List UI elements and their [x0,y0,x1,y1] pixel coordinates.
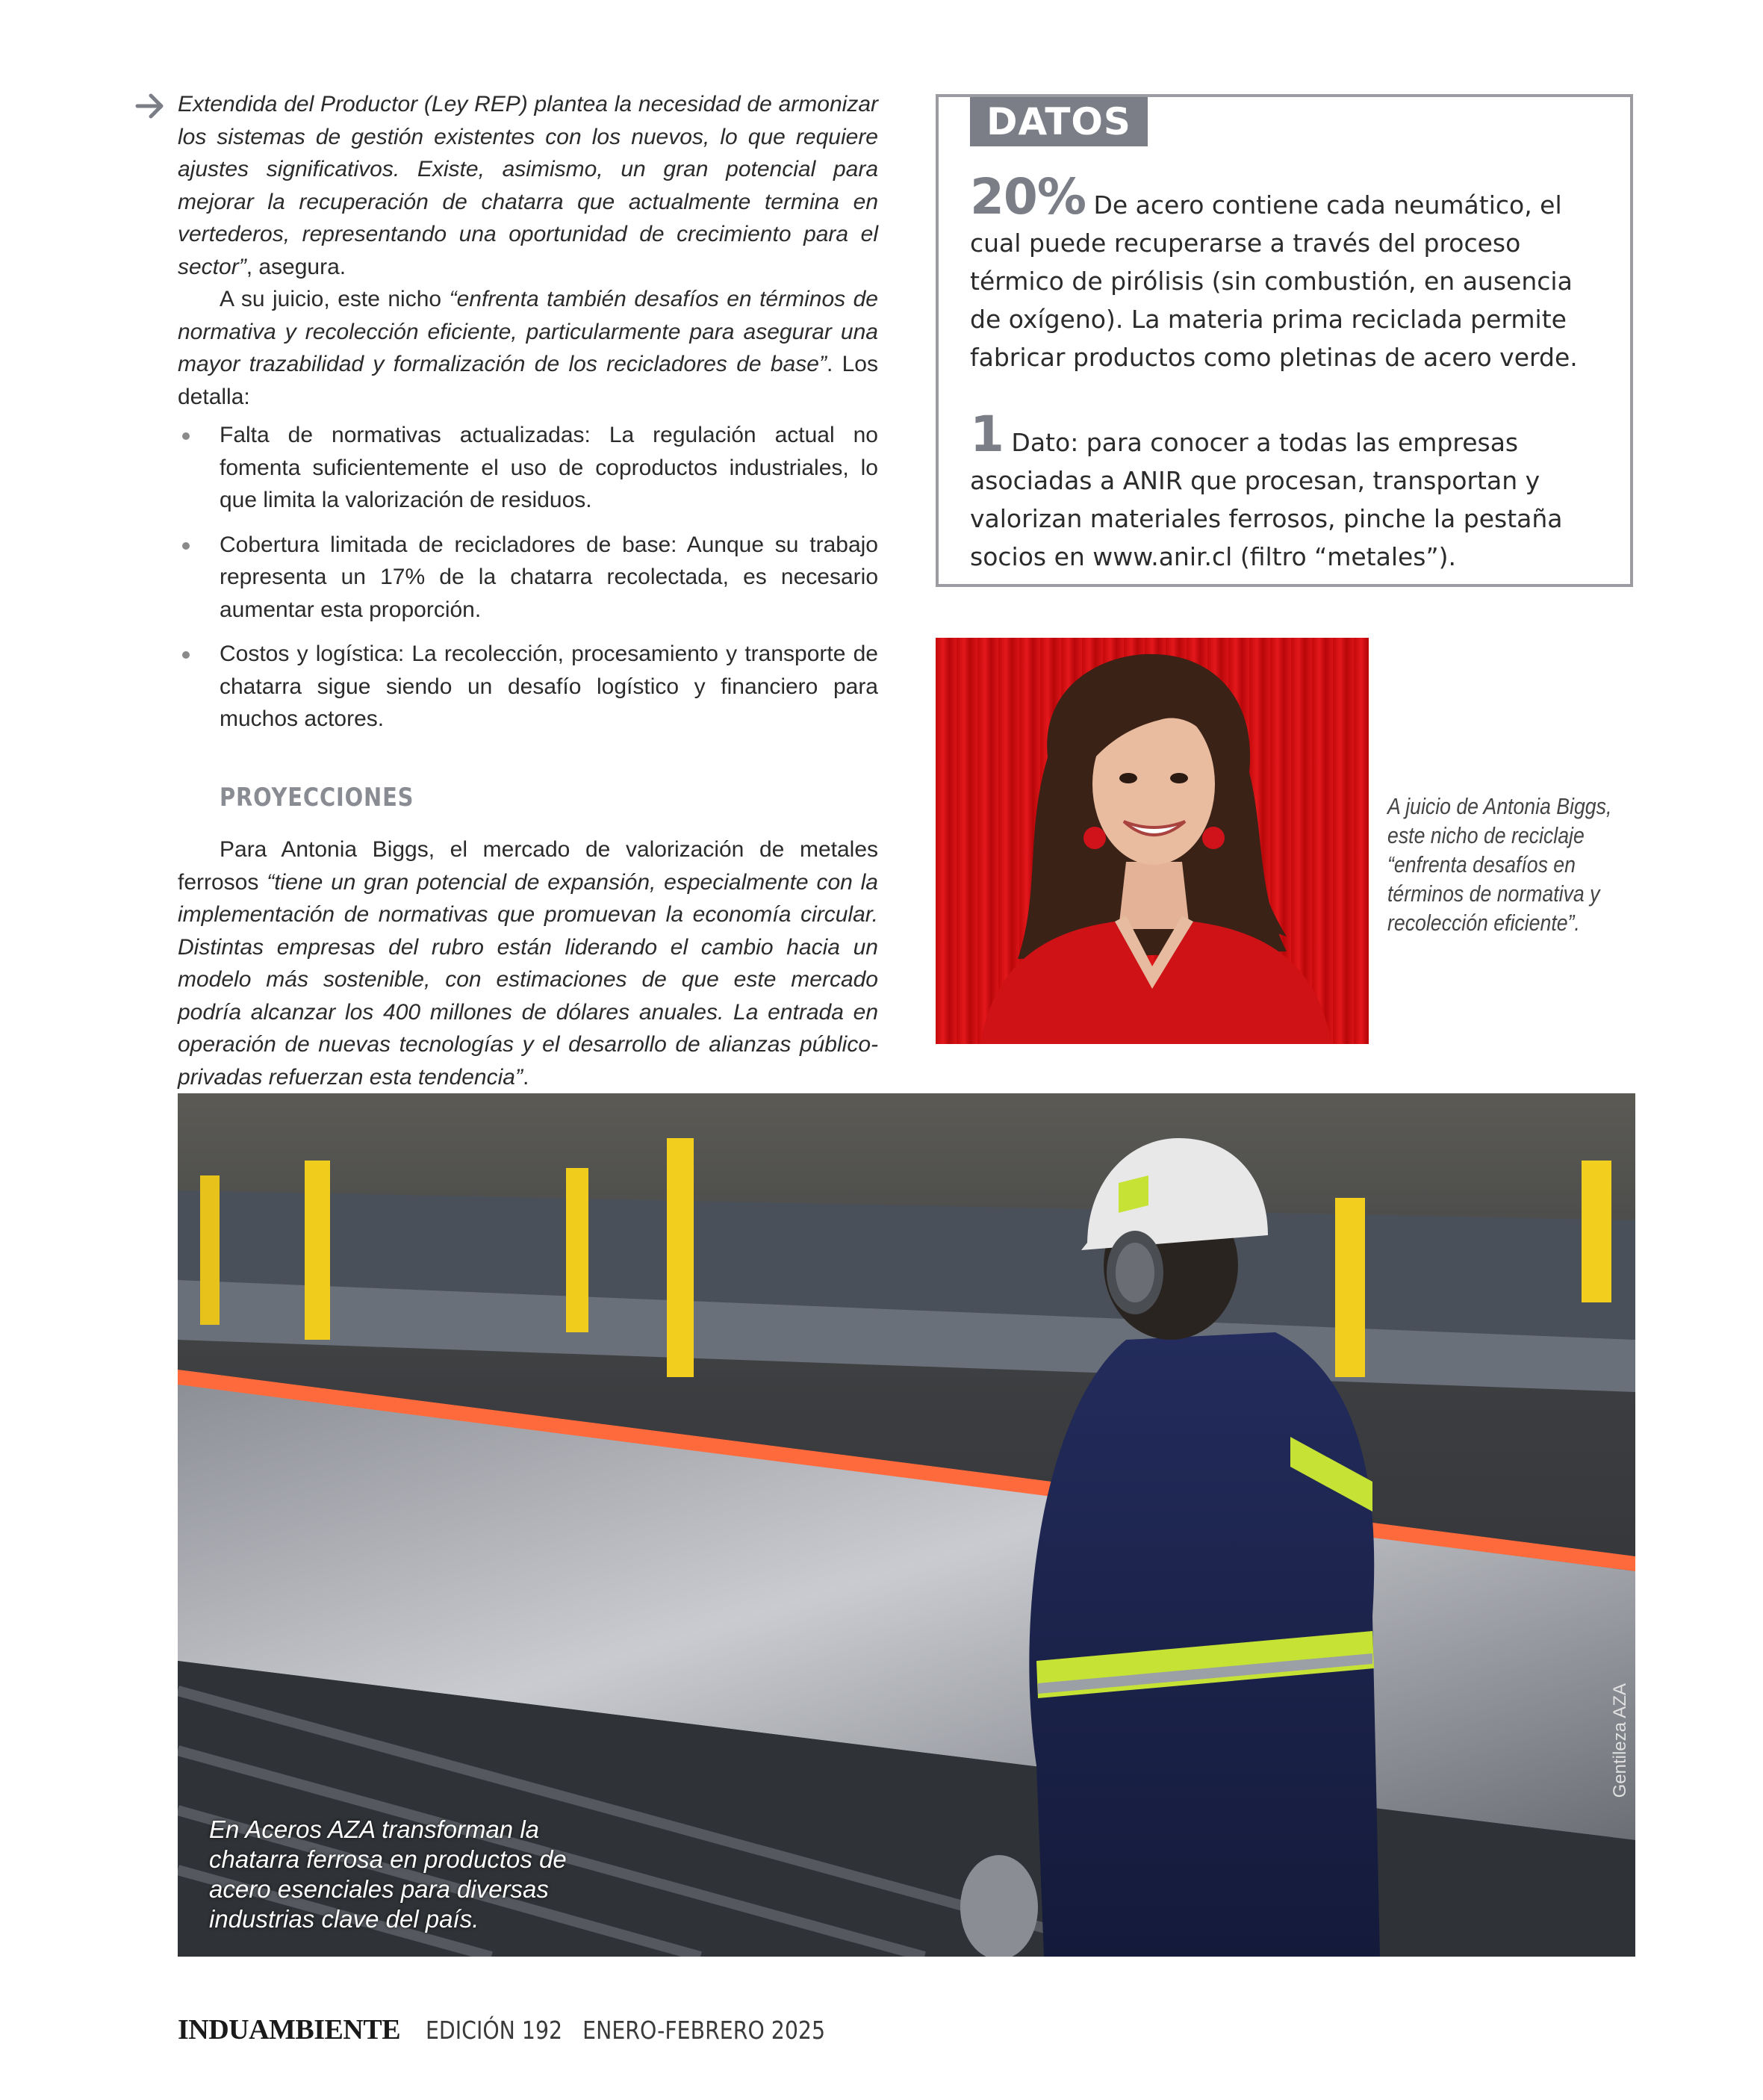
list-item-text: Costos y logística: La recolección, procesamiento y transporte de chatarra sigue siendo un desafío logístico y financiero para muchos actores. [220,642,878,731]
datos-item-1-number: 20% [970,168,1086,226]
article-paragraph-3 [178,833,878,1093]
portrait-caption: A juicio de Antonia Biggs, este nicho de reciclaje “enfrenta desafíos en términos de normativa y recolección eficiente”. [1387,793,1612,936]
intro-quote: Extendida del Productor (Ley REP) plantea la necesidad de armonizar los sistemas de gestión existentes con los nuevos, lo que requiere ajustes significativos. Existe, asimismo, un gran potencial para mejorar la recuperación de chatarra que actualmente termina en vertederos, representando una oportunidad de crecimiento para el sector” [178,92,878,279]
list-item-text: Cobertura limitada de recicladores de base: Aunque su trabajo representa un 17% de la chatarra recolectada, es necesario aumentar esta proporción. [220,532,878,622]
para3-quote: “tiene un gran potencial de expansión, especialmente con la implementación de normativas que promuevan la economía circular. Distintas empresas del rubro están liderando el cambio hacia un modelo más sostenible, con estimaciones de que este mercado podría alcanzar los 400 millones de dólares anuales. La entrada en operación de nuevas tecnologías y el desarrollo de alianzas público-privadas refuerzan esta tendencia” [178,869,878,1090]
bullet-dot-icon [182,651,190,659]
list-item [178,419,878,517]
datos-item-1 [970,168,1606,376]
datos-item-2-number: 1 [970,406,1004,463]
para3-lead: Para Antonia Biggs, el mercado de valorización de metales ferrosos [178,837,878,895]
datos-box [936,94,1633,587]
intro-tail: , asegura. [246,254,346,279]
para2-tail: . Los detalla: [178,352,878,409]
continuation-arrow-icon [134,90,167,122]
footer-edition: EDICIÓN 192 [426,2016,563,2045]
section-heading: PROYECCIONES [220,782,414,813]
challenges-list [178,419,878,736]
para2-lead: A su juicio, este nicho [220,287,450,311]
para2-quote: “enfrenta también desafíos en términos de normativa y recolección eficiente, particularmente para asegurar una mayor trazabilidad y formalización de los recicladores de base” [178,287,878,376]
footer-date: ENERO-FEBRERO 2025 [582,2016,826,2045]
datos-item-1-text: De acero contiene cada neumático, el cual puede recuperarse a través del proceso térmico de pirólisis (sin combustión, en ausencia de oxígeno). La materia prima reciclada permite fabricar productos como pletinas de acero verde. [970,190,1578,372]
datos-item-2-text: Dato: para conocer a todas las empresas asociadas a ANIR que procesan, transportan y valorizan materiales ferrosos, pinche la pestaña socios en www.anir.cl (filtro “metales”). [970,428,1563,571]
list-item [178,529,878,627]
footer-issue [426,2016,825,2045]
para3-tail: . [522,1064,529,1090]
datos-tag: DATOS [970,97,1148,146]
magazine-logo: INDUAMBIENTE [178,2014,401,2045]
article-paragraph-2 [178,283,878,413]
bullet-dot-icon [182,432,190,440]
article-body [178,88,878,1191]
portrait-photo [936,638,1369,1044]
list-item [178,638,878,736]
factory-photo [178,1093,1635,1957]
photo-credit: Gentileza AZA [1610,1683,1630,1798]
portrait-illustration [936,638,1369,1044]
page-footer [178,2013,890,2051]
article-intro [178,88,878,283]
datos-body [970,168,1606,576]
list-item-text: Falta de normativas actualizadas: La regulación actual no fomenta suficientemente el uso de coproductos industriales, lo que limita la valorización de residuos. [220,423,878,512]
bullet-dot-icon [182,542,190,550]
factory-caption: En Aceros AZA transforman la chatarra ferrosa en productos de acero esenciales para diversas industrias clave del país. [209,1815,567,1933]
datos-item-2 [970,406,1606,576]
